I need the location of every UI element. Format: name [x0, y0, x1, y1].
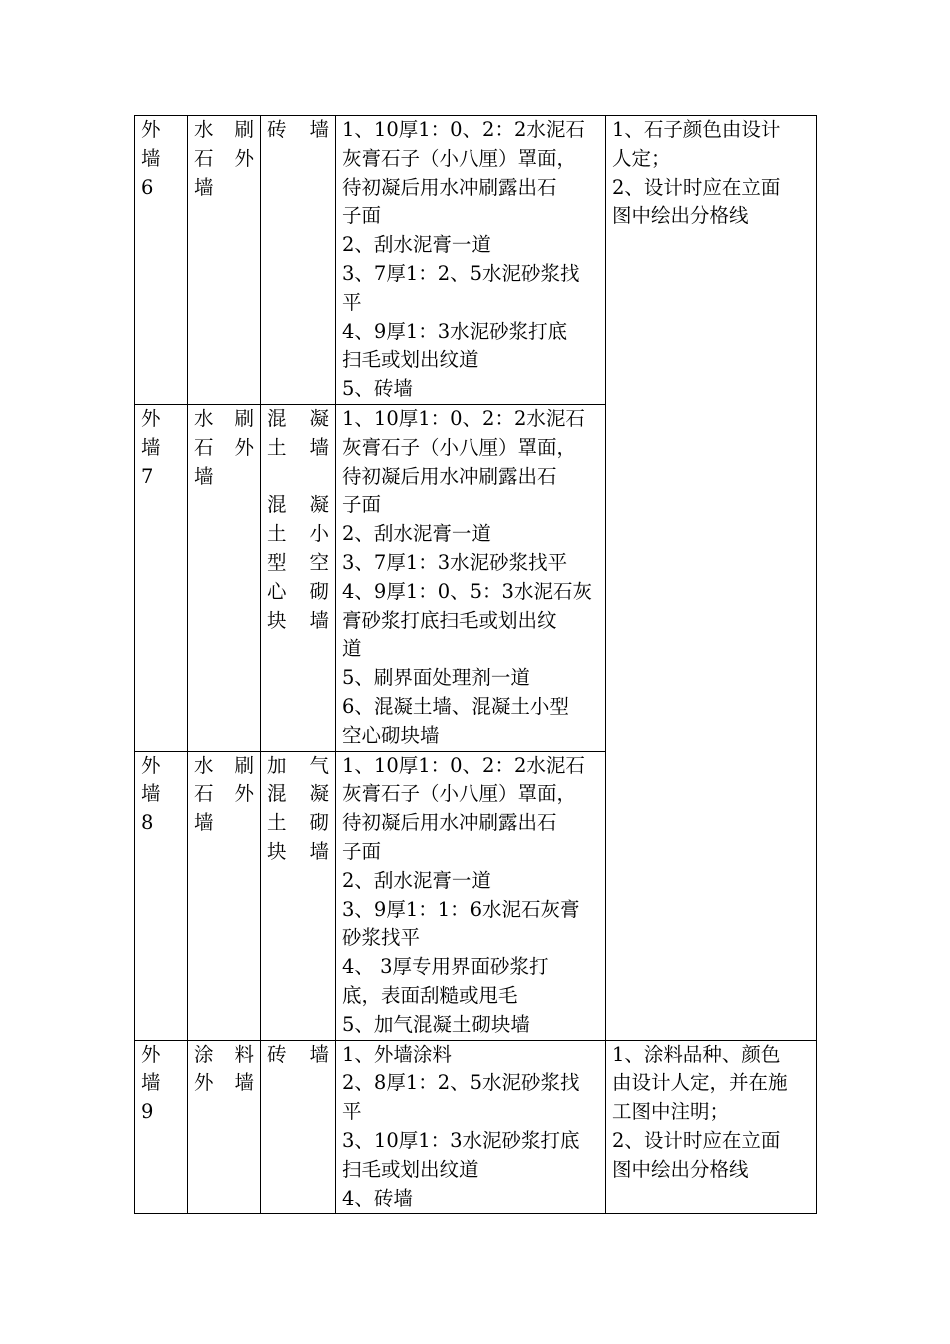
text-line: 砖墙 [267, 1042, 329, 1066]
wall-name-cell [188, 1040, 261, 1214]
text-line: 土墙 [267, 435, 329, 459]
wall-name-cell [188, 405, 261, 752]
layers-cell [336, 751, 606, 1040]
text-line: 涂 料 [194, 1042, 254, 1066]
text-line: 4、9厚1：3水泥砂浆打底 [342, 319, 568, 343]
text-line: 1、涂料品种、颜色 [612, 1042, 781, 1066]
wall-name-cell [188, 116, 261, 405]
text-line: 空心砌块墙 [342, 723, 440, 747]
text-line: 外 [141, 118, 161, 141]
text-line: 混 凝 [267, 493, 329, 517]
text-line: 子面 [342, 204, 382, 228]
notes-cell [606, 1040, 817, 1214]
layers-cell [336, 116, 606, 405]
text-line [267, 463, 329, 492]
text-line: 2、刮水泥膏一道 [342, 868, 491, 892]
text-line: 墙 [194, 175, 214, 199]
text-line: 水 刷 [194, 118, 254, 141]
wall-code-cell [135, 751, 188, 1040]
text-line: 5、刷界面处理剂一道 [342, 666, 530, 690]
text-line: 墙 [141, 782, 161, 806]
wall-code-cell [135, 405, 188, 752]
base-wall-cell [261, 1040, 336, 1214]
text-line: 平 [342, 290, 362, 314]
text-line: 1、10厚1：0、2：2水泥石 [342, 753, 585, 777]
layers-cell [336, 1040, 606, 1214]
text-line: 6 [141, 175, 154, 199]
text-line: 2、刮水泥膏一道 [342, 233, 491, 257]
text-line: 9 [141, 1100, 154, 1124]
text-line: 平 [342, 1100, 362, 1124]
text-line: 加 气 [267, 753, 329, 777]
base-wall-cell [261, 116, 336, 405]
text-line: 心 砌 [267, 579, 329, 603]
text-line: 外墙 [194, 1071, 254, 1095]
text-line: 墙 [141, 1071, 161, 1095]
text-line: 扫毛或划出纹道 [342, 1157, 479, 1181]
text-line: 1、10厚1：0、2：2水泥石 [342, 118, 585, 141]
text-line: 7 [141, 464, 154, 488]
text-line: 5、加气混凝土砌块墙 [342, 1012, 530, 1036]
text-line: 膏砂浆打底扫毛或划出纹 [342, 608, 557, 632]
text-line: 外 [141, 753, 161, 777]
text-line: 待初凝后用水冲刷露出石 [342, 464, 557, 488]
text-line: 子面 [342, 493, 382, 517]
notes-cell [606, 116, 817, 1041]
wall-code-cell [135, 116, 188, 405]
text-line: 3、10厚1：3水泥砂浆打底 [342, 1128, 580, 1152]
text-line: 墙 [194, 811, 214, 835]
text-line: 2、8厚1：2、5水泥砂浆找 [342, 1071, 580, 1095]
text-line: 图中绘出分格线 [612, 1157, 749, 1181]
text-line: 3、7厚1：2、5水泥砂浆找 [342, 261, 580, 285]
text-line: 土 砌 [267, 811, 329, 835]
text-line: 待初凝后用水冲刷露出石 [342, 175, 557, 199]
text-line: 土 小 [267, 522, 329, 546]
table-row [135, 116, 817, 405]
wall-name-cell [188, 751, 261, 1040]
base-wall-cell [261, 751, 336, 1040]
text-line: 石 外 [194, 146, 254, 170]
text-line: 8 [141, 811, 154, 835]
base-wall-cell [261, 405, 336, 752]
text-line: 底，表面刮糙或甩毛 [342, 983, 518, 1007]
text-line: 灰膏石子（小八厘）罩面， [342, 146, 577, 170]
text-line: 2、设计时应在立面 [612, 1128, 781, 1152]
text-line: 灰膏石子（小八厘）罩面， [342, 435, 577, 459]
text-line: 墙 [141, 146, 161, 170]
text-line: 石 外 [194, 435, 254, 459]
text-line: 1、10厚1：0、2：2水泥石 [342, 407, 585, 430]
text-line: 水 刷 [194, 407, 254, 430]
text-line: 石 外 [194, 782, 254, 806]
table-row [135, 1040, 817, 1214]
text-line: 道 [342, 637, 362, 661]
text-line: 外 [141, 1042, 161, 1066]
text-line: 4、砖墙 [342, 1186, 413, 1210]
text-line: 水 刷 [194, 753, 254, 777]
text-line: 砂浆找平 [342, 926, 421, 950]
text-line: 4、9厚1：0、5：3水泥石灰 [342, 579, 592, 603]
text-line: 外 [141, 407, 161, 430]
wall-spec-table [134, 115, 817, 1214]
text-line: 砖墙 [267, 118, 329, 141]
text-line: 由设计人定，并在施 [612, 1071, 788, 1095]
text-line: 3、7厚1：3水泥砂浆找平 [342, 550, 568, 574]
text-line: 1、外墙涂料 [342, 1042, 452, 1066]
text-line: 子面 [342, 839, 382, 863]
text-line: 3、9厚1：1：6水泥石灰膏 [342, 897, 580, 921]
text-line: 灰膏石子（小八厘）罩面， [342, 782, 577, 806]
text-line: 待初凝后用水冲刷露出石 [342, 811, 557, 835]
text-line: 墙 [194, 464, 214, 488]
text-line: 混 凝 [267, 782, 329, 806]
text-line: 块墙 [267, 608, 329, 632]
text-line: 6、混凝土墙、混凝土小型 [342, 694, 569, 718]
text-line: 人定； [612, 146, 671, 170]
text-line: 4、 3厚专用界面砂浆打 [342, 955, 549, 979]
text-line: 工图中注明； [612, 1100, 730, 1124]
text-line: 5、砖墙 [342, 377, 413, 401]
text-line: 墙 [141, 435, 161, 459]
text-line: 型 空 [267, 550, 329, 574]
text-line: 混 凝 [267, 407, 329, 430]
text-line: 图中绘出分格线 [612, 204, 749, 228]
text-line: 扫毛或划出纹道 [342, 348, 479, 372]
text-line: 2、刮水泥膏一道 [342, 522, 491, 546]
wall-code-cell [135, 1040, 188, 1214]
text-line: 2、设计时应在立面 [612, 175, 781, 199]
layers-cell [336, 405, 606, 752]
text-line: 块墙 [267, 839, 329, 863]
text-line: 1、石子颜色由设计 [612, 118, 781, 141]
